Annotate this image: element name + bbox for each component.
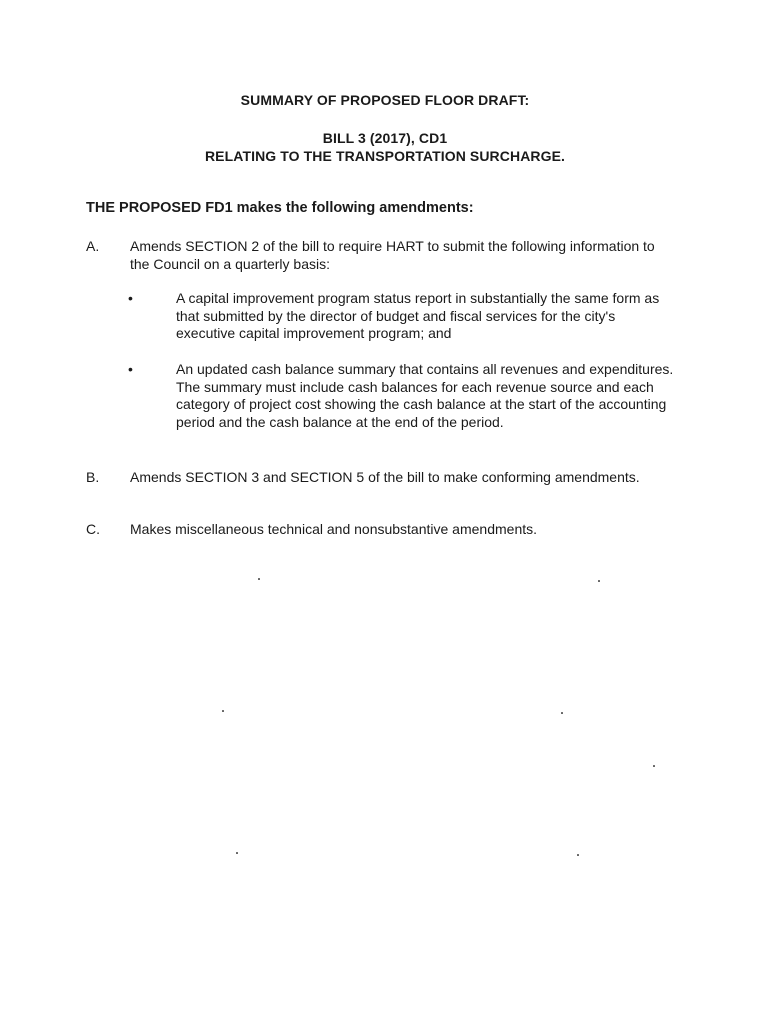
- bullet-text: A capital improvement program status report in substantially the same form as that submitted by the director of budget and fiscal services for the city's executive capital improvement program; and: [176, 290, 660, 341]
- scan-speck: [222, 710, 224, 712]
- item-letter: C.: [86, 521, 100, 537]
- scan-speck: [236, 852, 238, 854]
- item-text: Amends SECTION 3 and SECTION 5 of the bill to make conforming amendments.: [130, 469, 640, 485]
- bullet-icon: •: [128, 361, 133, 377]
- amendments-intro: THE PROPOSED FD1 makes the following amendments:: [86, 200, 474, 216]
- document-title: SUMMARY OF PROPOSED FLOOR DRAFT:: [240, 92, 530, 108]
- bullet-text: An updated cash balance summary that contains all revenues and expenditures. The summary must include cash balances for each revenue source and each category of project cost showing the cash balance at the start of the accounting period and the cash balance at the end of the period.: [176, 361, 674, 430]
- bullet-icon: •: [128, 290, 133, 306]
- scan-speck: [653, 765, 655, 767]
- scan-speck: [258, 578, 260, 580]
- bill-subject: RELATING TO THE TRANSPORTATION SURCHARGE.: [204, 148, 566, 164]
- item-text: Makes miscellaneous technical and nonsubstantive amendments.: [130, 521, 538, 537]
- bill-number: BILL 3 (2017), CD1: [322, 130, 448, 146]
- scan-speck: [561, 712, 563, 714]
- scan-speck: [598, 580, 600, 582]
- item-letter: B.: [86, 469, 100, 485]
- scan-speck: [577, 854, 579, 856]
- item-letter: A.: [86, 238, 100, 254]
- item-text: Amends SECTION 2 of the bill to require HART to submit the following information to the Council on a quarterly basis:: [130, 238, 655, 272]
